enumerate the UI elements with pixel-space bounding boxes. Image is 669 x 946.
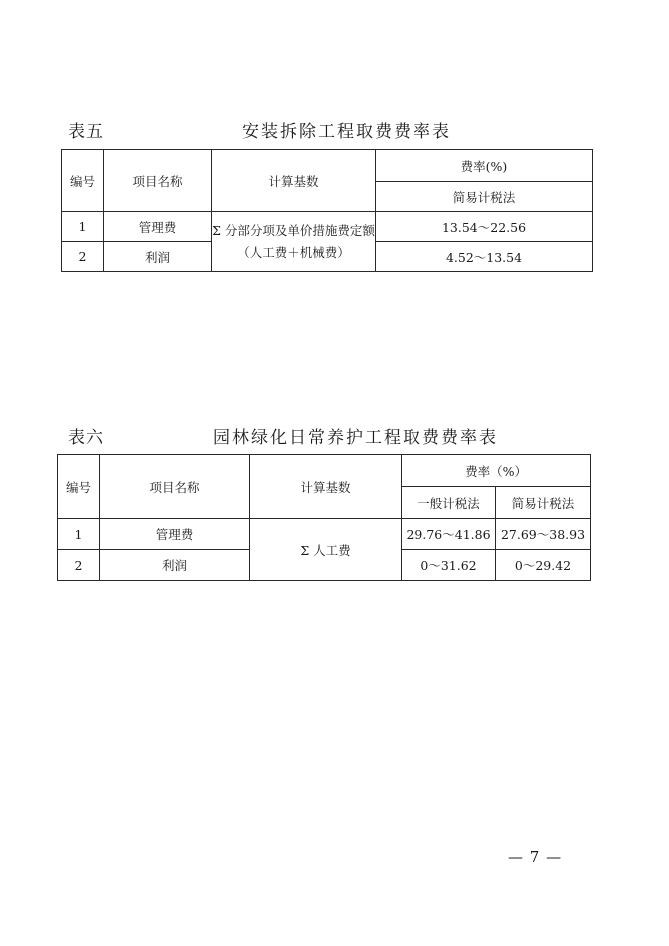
table5-basis: Σ 分部分项及单价措施费定额（人工费＋机械费） [212,212,376,272]
table5-header-row [62,150,593,182]
table5-header-name: 项目名称 [104,150,212,212]
table6-title: 园林绿化日常养护工程取费费率表 [213,428,498,448]
table6-row1-name: 管理费 [100,519,250,550]
table6-label: 表六 [68,428,104,448]
table6-row2-simple: 0～29.42 [496,550,591,581]
table6-row1-simple: 27.69～38.93 [496,519,591,550]
table5-row1-name: 管理费 [104,212,212,242]
table6-header-simple: 简易计税法 [496,487,591,519]
table5-header-rate: 费率(%) [376,150,593,182]
table5-row2-rate: 4.52～13.54 [376,242,593,272]
table5-header-no: 编号 [62,150,104,212]
table6-row2-no: 2 [58,550,100,581]
table6-row2-general: 0～31.62 [402,550,496,581]
table5-row1-no: 1 [62,212,104,242]
table-row [58,519,591,550]
table5-header-method: 简易计税法 [376,182,593,212]
table5-header-basis: 计算基数 [212,150,376,212]
table6-header-name: 项目名称 [100,455,250,519]
page-number: — 7 — [508,848,563,866]
table6-basis: Σ 人工费 [250,519,402,581]
table5 [61,149,593,272]
table6-header-basis: 计算基数 [250,455,402,519]
table6-header-row [58,455,591,487]
table5-row2-no: 2 [62,242,104,272]
table6-row2-name: 利润 [100,550,250,581]
table6-header-rate: 费率（%） [402,455,591,487]
table6-row1-general: 29.76～41.86 [402,519,496,550]
table6-row1-no: 1 [58,519,100,550]
table6 [57,454,591,581]
table6-header-no: 编号 [58,455,100,519]
table6-header-general: 一般计税法 [402,487,496,519]
table-row [62,212,593,242]
table5-row1-rate: 13.54～22.56 [376,212,593,242]
table5-row2-name: 利润 [104,242,212,272]
table5-title: 安装拆除工程取费费率表 [242,122,451,142]
table5-label: 表五 [68,122,104,142]
